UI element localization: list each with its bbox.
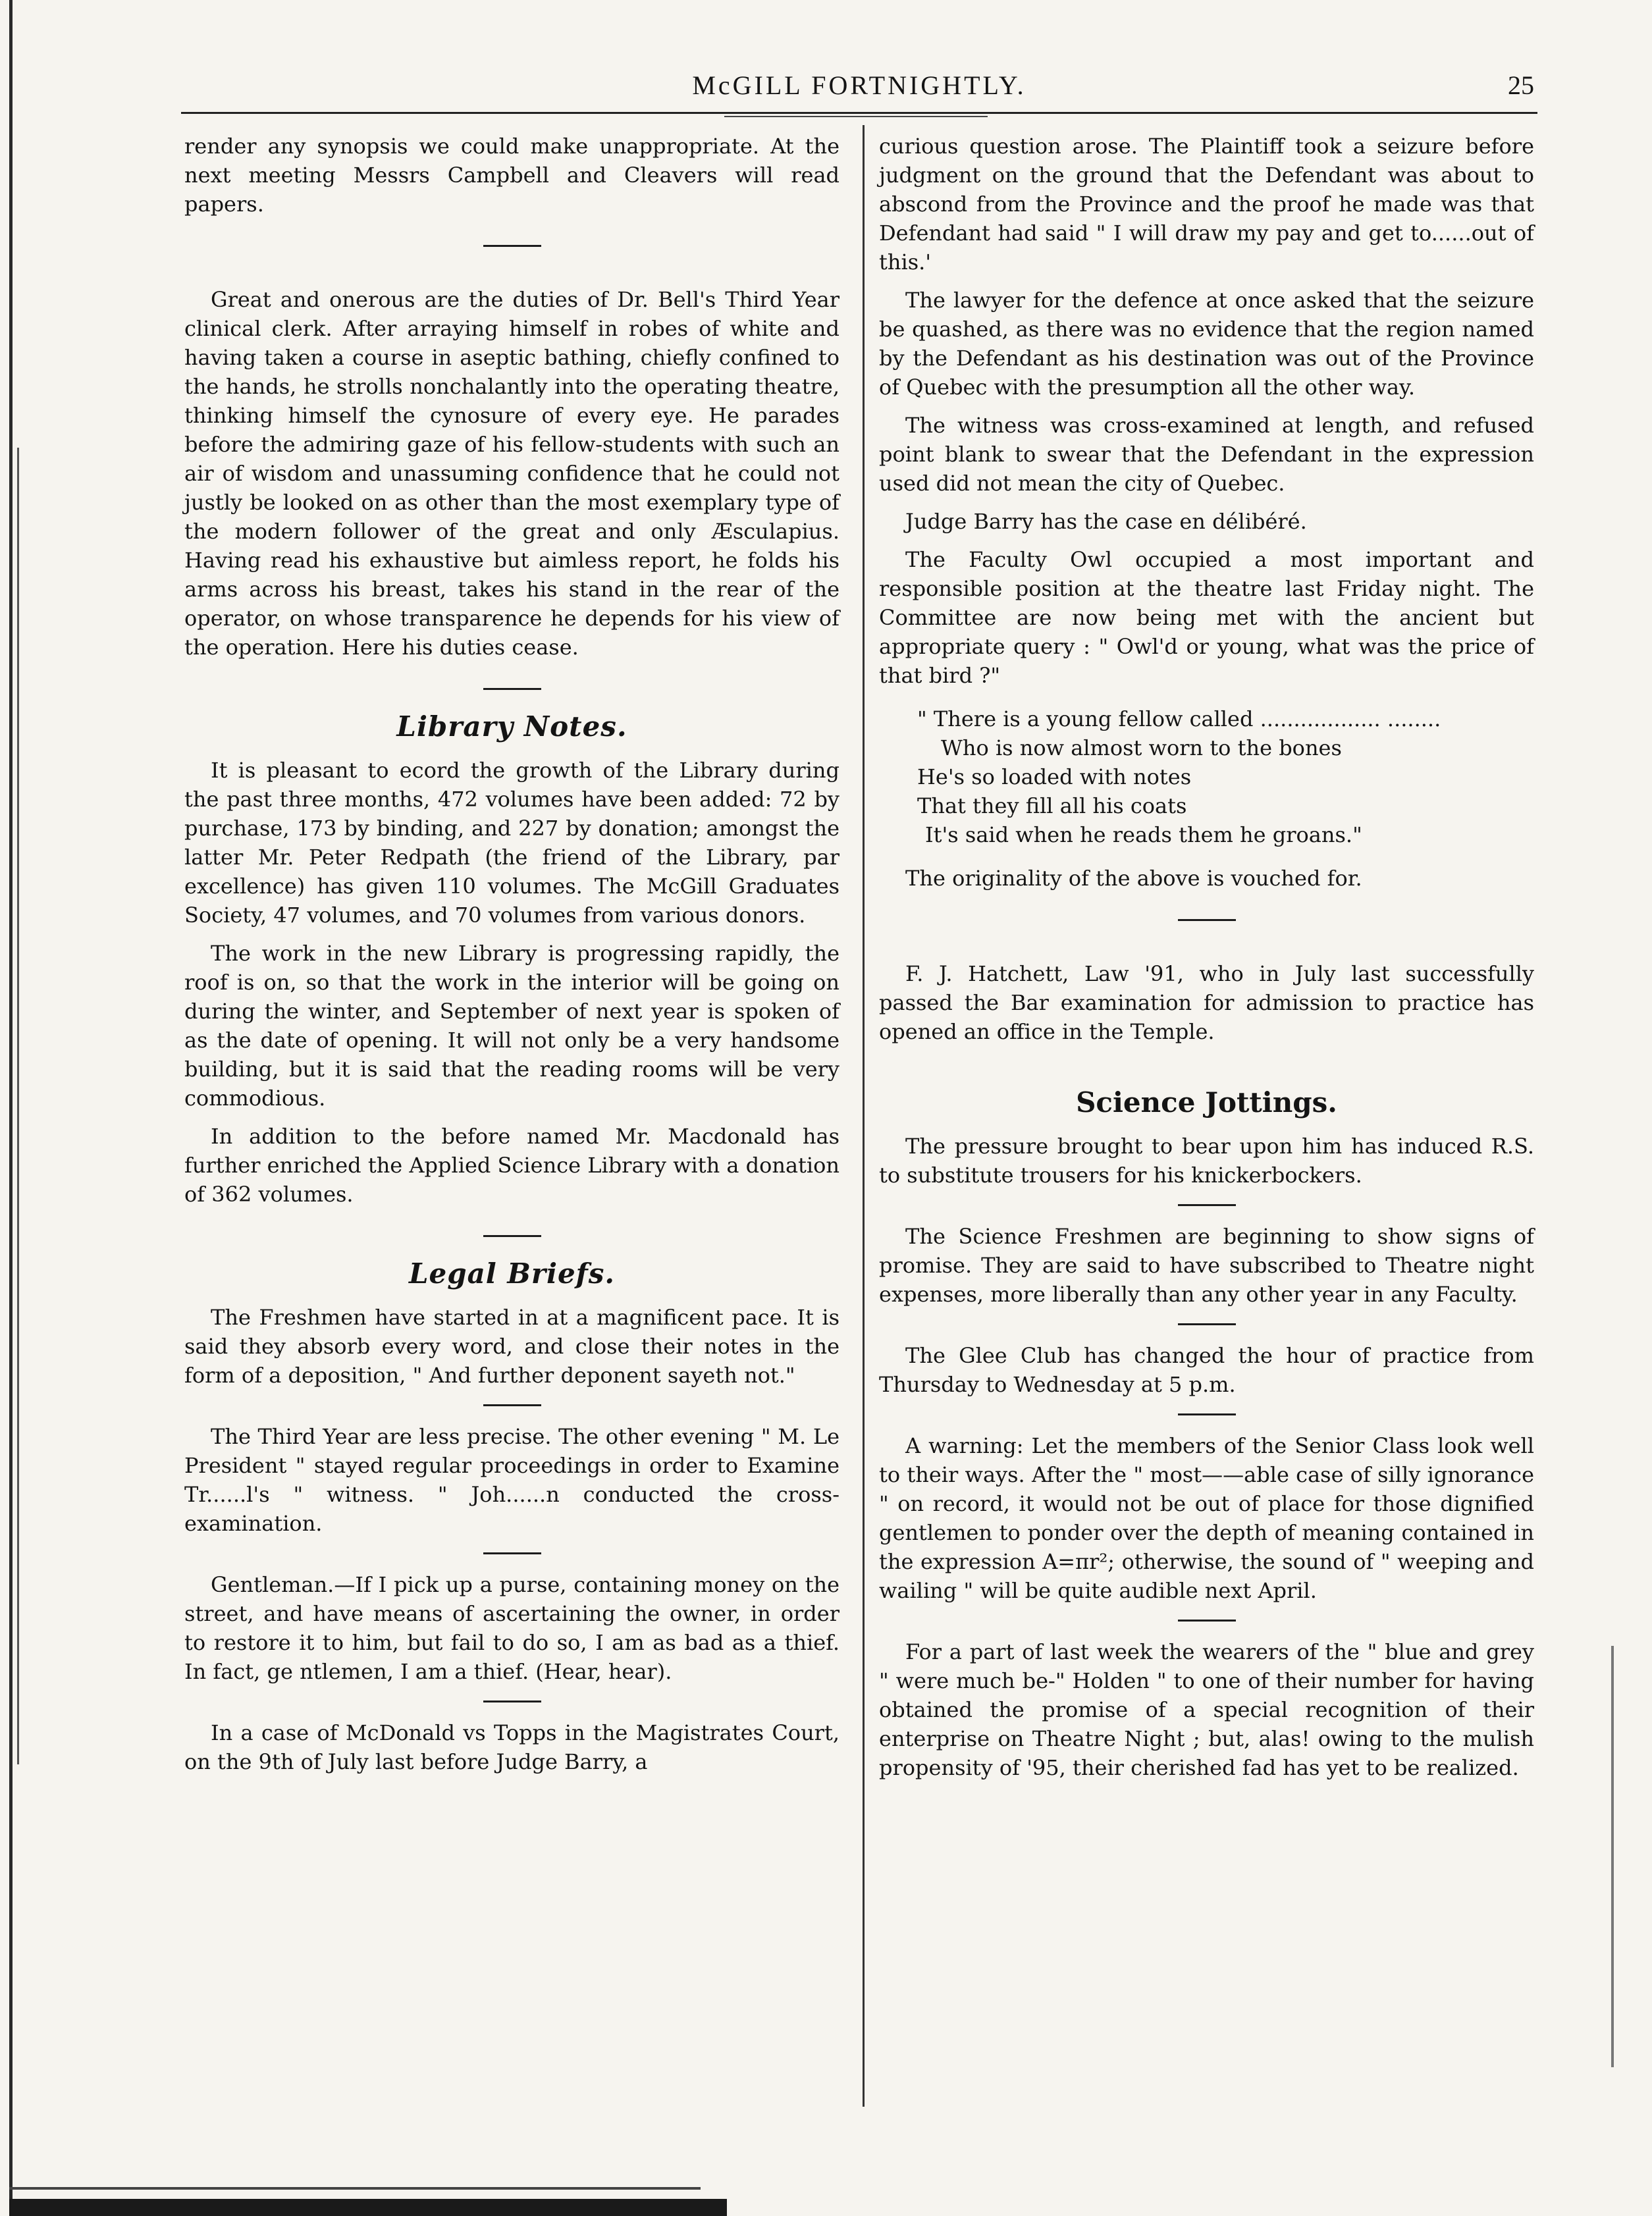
scan-edge-bottom	[9, 2199, 727, 2216]
section-separator	[483, 688, 541, 690]
scan-edge-bottom-thin	[9, 2187, 701, 2190]
scan-edge-right	[1611, 1646, 1614, 2067]
section-separator	[483, 1404, 541, 1406]
verse-line: Who is now almost worn to the bones	[941, 735, 1342, 760]
section-separator	[483, 1235, 541, 1237]
article-paragraph: The Science Freshmen are beginning to show signs of promise. They are said to have subscribed to Theatre night expenses, more liberally than any other year in any Faculty.	[879, 1224, 1534, 1307]
article-paragraph: The work in the new Library is progressing rapidly, the roof is on, so that the work in the interior will be going on during the winter, and September of next year is spoken of as the date of opening. It will not only be a very handsome building, but it is said that the reading rooms will be very commodious.	[184, 941, 839, 1111]
library-notes-heading: Library Notes.	[396, 710, 627, 743]
verse-line: That they fill all his coats	[917, 793, 1187, 818]
article-paragraph: In a case of McDonald vs Topps in the Magistrates Court, on the 9th of July last before Judge Barry, a	[184, 1720, 839, 1774]
section-separator	[1178, 1413, 1236, 1415]
left-column	[184, 132, 839, 1785]
article-paragraph: The lawyer for the defence at once asked that the seizure be quashed, as there was no evidence that the region named by the Defendant as his destination was out of the Province of Quebec with the presumption all the other way.	[879, 288, 1534, 400]
verse-line: It's said when he reads them he groans."	[925, 822, 1362, 847]
article-paragraph: The Faculty Owl occupied a most important and responsible position at the theatre last Friday night. The Committee are now being met with the ancient but appropriate query : " Owl'd or young, what was the price of that bird ?"	[879, 547, 1534, 688]
article-paragraph: For a part of last week the wearers of the " blue and grey " were much be-" Holden " to one of their number for having obtained the promise of a special recognition of their enterprise on Theatre Night ; but, alas! owing to the mulish propensity of '95, their cherished fad has yet to be realized.	[879, 1639, 1534, 1780]
legal-briefs-heading: Legal Briefs.	[408, 1257, 616, 1290]
masthead-title: McGILL FORTNIGHTLY.	[692, 70, 1026, 100]
article-paragraph: The originality of the above is vouched for.	[905, 866, 1362, 891]
column-divider	[863, 125, 865, 2107]
article-paragraph: curious question arose. The Plaintiff took a seizure before judgment on the ground that the Defendant was about to abscond from the Province and the proof he made was that Defendant had said " I will draw my pay and get to......out of this.'	[879, 134, 1534, 275]
article-paragraph: F. J. Hatchett, Law '91, who in July last successfully passed the Bar examination for admission to practice has opened an office in the Temple.	[879, 961, 1534, 1044]
page-number: 25	[1508, 70, 1534, 100]
right-column	[879, 132, 1534, 1791]
article-paragraph: Judge Barry has the case en délibéré.	[905, 509, 1307, 534]
verse-block	[917, 704, 1534, 849]
article-paragraph: The Freshmen have started in at a magnificent pace. It is said they absorb every word, and close their notes in the form of a deposition, " And further deponent sayeth not."	[184, 1305, 839, 1388]
section-separator	[1178, 1204, 1236, 1206]
article-paragraph: A warning: Let the members of the Senior Class look well to their ways. After the " most——able case of silly ignorance " on record, it would not be out of place for those dignified gentlemen to ponder over the depth of meaning contained in the expression A=πr²; otherwise, the sound of " weeping and wailing " will be quite audible next April.	[879, 1433, 1534, 1603]
scan-edge-left	[9, 0, 13, 2216]
article-paragraph: The Third Year are less precise. The other evening " M. Le President " stayed regular proceedings in order to Examine Tr......l's " witness. " Joh......n conducted the cross-examination.	[184, 1424, 839, 1536]
article-paragraph: render any synopsis we could make unappropriate. At the next meeting Messrs Campbell and Cleavers will read papers.	[184, 134, 839, 217]
article-paragraph: In addition to the before named Mr. Macdonald has further enriched the Applied Science Library with a donation of 362 volumes.	[184, 1124, 840, 1207]
section-separator	[483, 1552, 541, 1554]
scan-edge-left-inner	[17, 448, 19, 1764]
article-paragraph: Great and onerous are the duties of Dr. Bell's Third Year clinical clerk. After arraying himself in robes of white and having taken a course in aseptic bathing, chiefly confined to the hands, he strolls nonchalantly into the operating theatre, thinking himself the cynosure of every eye. He parades before the admiring gaze of his fellow-students with such an air of wisdom and unassuming confidence that he could not justly be looked on as other than the most exemplary type of the modern follower of the great and only Æsculapius. Having read his exhaustive but aimless report, he folds his arms across his breast, takes his stand in the rear of the operator, on whose transparence he depends for his view of the operation. Here his duties cease.	[184, 287, 839, 660]
article-paragraph: The pressure brought to bear upon him has induced R.S. to substitute trousers for his knickerbockers.	[879, 1134, 1534, 1188]
section-separator	[1178, 1620, 1236, 1622]
verse-line: He's so loaded with notes	[917, 764, 1192, 789]
article-paragraph: It is pleasant to ecord the growth of the Library during the past three months, 472 volumes have been added: 72 by purchase, 173 by binding, and 227 by donation; amongst the latter Mr. Peter Redpath (the friend of the Library, par excellence) has given 110 volumes. The McGill Graduates Society, 47 volumes, and 70 volumes from various donors.	[184, 758, 839, 928]
section-separator	[483, 245, 541, 247]
verse-line: " There is a young fellow called .................. ........	[917, 706, 1441, 731]
article-paragraph: The Glee Club has changed the hour of practice from Thursday to Wednesday at 5 p.m.	[879, 1343, 1534, 1397]
article-paragraph: The witness was cross-examined at length, and refused point blank to swear that the Defendant in the expression used did not mean the city of Quebec.	[879, 413, 1534, 496]
science-jottings-heading: Science Jottings.	[1076, 1086, 1337, 1119]
header-rule-double	[724, 116, 988, 117]
section-separator	[483, 1701, 541, 1702]
section-separator	[1178, 919, 1236, 921]
section-separator	[1178, 1323, 1236, 1325]
header-rule	[181, 112, 1537, 114]
article-paragraph: Gentleman.—If I pick up a purse, containing money on the street, and have means of ascertaining the owner, in order to restore it to him, but fail to do so, I am as bad as a thief. In fact, ge ntlemen, I am a thief. (Hear, hear).	[184, 1572, 839, 1684]
